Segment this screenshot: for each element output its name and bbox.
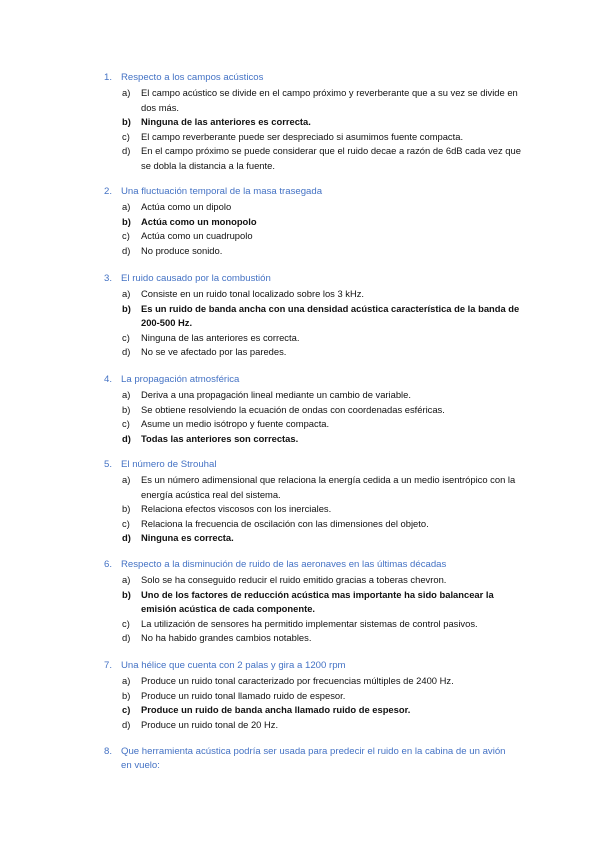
- option-list: [104, 200, 524, 258]
- question-4: [104, 373, 524, 446]
- question-heading: [104, 71, 524, 85]
- option-letter: c): [122, 418, 130, 429]
- option-a: [104, 674, 524, 689]
- option-letter: b): [122, 689, 131, 701]
- option-d: [104, 631, 524, 646]
- option-b: [104, 302, 524, 331]
- question-number: 5.: [104, 459, 113, 470]
- question-text: Respecto a la disminución de ruido de las aeronaves en las últimas décadas: [121, 559, 447, 570]
- option-c: [104, 517, 524, 532]
- option-letter: a): [122, 389, 131, 400]
- option-text: Produce un ruido de banda ancha llamado ruido de espesor.: [141, 704, 411, 715]
- option-text: Ninguna de las anteriores es correcta.: [141, 331, 300, 343]
- question-2: [104, 185, 524, 258]
- question-6: [104, 558, 524, 646]
- option-list: [104, 86, 524, 173]
- question-heading: [104, 185, 524, 199]
- option-text: Es un número adimensional que relaciona la energía cedida a un medio isentrópico con la energía acústica real del sistema.: [141, 474, 516, 500]
- option-c: [104, 331, 524, 346]
- question-text: El número de Strouhal: [121, 459, 217, 470]
- question-text: El ruido causado por la combustión: [121, 273, 271, 284]
- question-1: [104, 71, 524, 173]
- option-a: [104, 473, 524, 502]
- option-letter: c): [122, 331, 130, 343]
- option-text: En el campo próximo se puede considerar que el ruido decae a razón de 6dB cada vez que se dobla la distancia a la fuente.: [141, 145, 521, 171]
- option-c: [104, 703, 524, 718]
- option-list: [104, 473, 524, 546]
- question-number: 3.: [104, 273, 113, 284]
- option-letter: b): [122, 302, 131, 314]
- option-text: El campo acústico se divide en el campo próximo y reverberante que a su vez se divide en dos más.: [141, 87, 518, 113]
- option-letter: c): [122, 617, 130, 629]
- option-a: [104, 200, 524, 215]
- option-text: El campo reverberante puede ser despreciado si asumimos fuente compacta.: [141, 130, 464, 142]
- option-text: Todas las anteriores son correctas.: [141, 432, 299, 444]
- question-text: La propagación atmosférica: [121, 374, 240, 385]
- question-number: 8.: [104, 746, 113, 757]
- option-letter: b): [122, 215, 131, 227]
- option-a: [104, 573, 524, 588]
- option-letter: a): [122, 574, 131, 585]
- option-letter: d): [122, 346, 131, 357]
- question-text: Una fluctuación temporal de la masa trasegada: [121, 186, 323, 197]
- option-letter: c): [122, 704, 131, 715]
- option-text: Ninguna es correcta.: [141, 532, 234, 543]
- option-letter: d): [122, 632, 131, 643]
- option-letter: a): [122, 474, 131, 485]
- option-text: Asume un medio isótropo y fuente compacta.: [141, 418, 330, 429]
- option-letter: c): [122, 130, 130, 142]
- option-text: Actúa como un dipolo: [141, 201, 232, 212]
- option-b: [104, 215, 524, 230]
- option-text: Actúa como un cuadrupolo: [141, 230, 253, 241]
- option-c: [104, 130, 524, 145]
- question-text: Respecto a los campos acústicos: [121, 72, 264, 83]
- option-text: Deriva a una propagación lineal mediante un cambio de variable.: [141, 389, 411, 400]
- option-letter: b): [122, 503, 131, 514]
- question-5: [104, 458, 524, 546]
- option-d: [104, 345, 524, 360]
- option-letter: a): [122, 87, 131, 98]
- option-letter: d): [122, 532, 131, 543]
- option-letter: d): [122, 718, 131, 730]
- option-text: Produce un ruido tonal caracterizado por frecuencias múltiples de 2400 Hz.: [141, 675, 454, 686]
- option-b: [104, 403, 524, 418]
- option-letter: d): [122, 432, 131, 444]
- option-d: [104, 144, 524, 173]
- question-text: Una hélice que cuenta con 2 palas y gira a 1200 rpm: [121, 660, 346, 671]
- question-heading: [104, 272, 524, 286]
- option-list: [104, 573, 524, 646]
- option-list: [104, 388, 524, 446]
- option-text: Produce un ruido tonal llamado ruido de espesor.: [141, 689, 346, 701]
- question-heading: [104, 458, 524, 472]
- option-text: La utilización de sensores ha permitido implementar sistemas de control pasivos.: [141, 617, 478, 629]
- option-d: [104, 531, 524, 546]
- option-text: No ha habido grandes cambios notables.: [141, 632, 312, 643]
- option-letter: c): [122, 230, 130, 241]
- option-a: [104, 287, 524, 302]
- option-text: Relaciona la frecuencia de oscilación con las dimensiones del objeto.: [141, 517, 429, 529]
- option-text: No produce sonido.: [141, 244, 223, 256]
- option-b: [104, 115, 524, 130]
- option-text: Se obtiene resolviendo la ecuación de ondas con coordenadas esféricas.: [141, 403, 445, 415]
- question-text: Que herramienta acústica podría ser usada para predecir el ruido en la cabina de un avión en vuelo:: [121, 746, 506, 771]
- question-heading: [104, 558, 524, 572]
- option-letter: b): [122, 116, 131, 127]
- question-number: 7.: [104, 660, 113, 671]
- option-letter: b): [122, 588, 131, 600]
- option-a: [104, 388, 524, 403]
- option-text: No se ve afectado por las paredes.: [141, 346, 287, 357]
- option-c: [104, 617, 524, 632]
- option-d: [104, 244, 524, 259]
- option-letter: a): [122, 288, 131, 299]
- option-b: [104, 588, 524, 617]
- question-number: 4.: [104, 374, 113, 385]
- option-letter: d): [122, 145, 131, 156]
- option-text: Relaciona efectos viscosos con los inerciales.: [141, 503, 332, 514]
- option-b: [104, 689, 524, 704]
- option-list: [104, 287, 524, 360]
- option-c: [104, 417, 524, 432]
- question-number: 2.: [104, 186, 113, 197]
- option-d: [104, 718, 524, 733]
- option-letter: c): [122, 517, 130, 529]
- question-heading: [104, 373, 524, 387]
- option-a: [104, 86, 524, 115]
- option-text: Es un ruido de banda ancha con una densidad acústica característica de la banda de 200-500 Hz.: [141, 302, 520, 328]
- question-7: [104, 659, 524, 732]
- question-heading: [104, 659, 524, 673]
- question-heading: [104, 745, 524, 773]
- option-letter: a): [122, 675, 131, 686]
- option-letter: d): [122, 244, 131, 256]
- question-number: 6.: [104, 559, 113, 570]
- option-list: [104, 674, 524, 732]
- question-3: [104, 272, 524, 360]
- option-b: [104, 502, 524, 517]
- option-text: Consiste en un ruido tonal localizado sobre los 3 kHz.: [141, 288, 365, 299]
- option-letter: a): [122, 201, 131, 212]
- option-text: Solo se ha conseguido reducir el ruido emitido gracias a toberas chevron.: [141, 574, 447, 585]
- option-text: Produce un ruido tonal de 20 Hz.: [141, 718, 279, 730]
- option-c: [104, 229, 524, 244]
- option-d: [104, 432, 524, 447]
- question-8: [104, 745, 524, 773]
- option-text: Actúa como un monopolo: [141, 215, 257, 227]
- option-text: Uno de los factores de reducción acústica mas importante ha sido balancear la emisión acústica de cada componente.: [141, 588, 494, 614]
- option-text: Ninguna de las anteriores es correcta.: [141, 116, 311, 127]
- question-number: 1.: [104, 72, 113, 83]
- option-letter: b): [122, 403, 131, 415]
